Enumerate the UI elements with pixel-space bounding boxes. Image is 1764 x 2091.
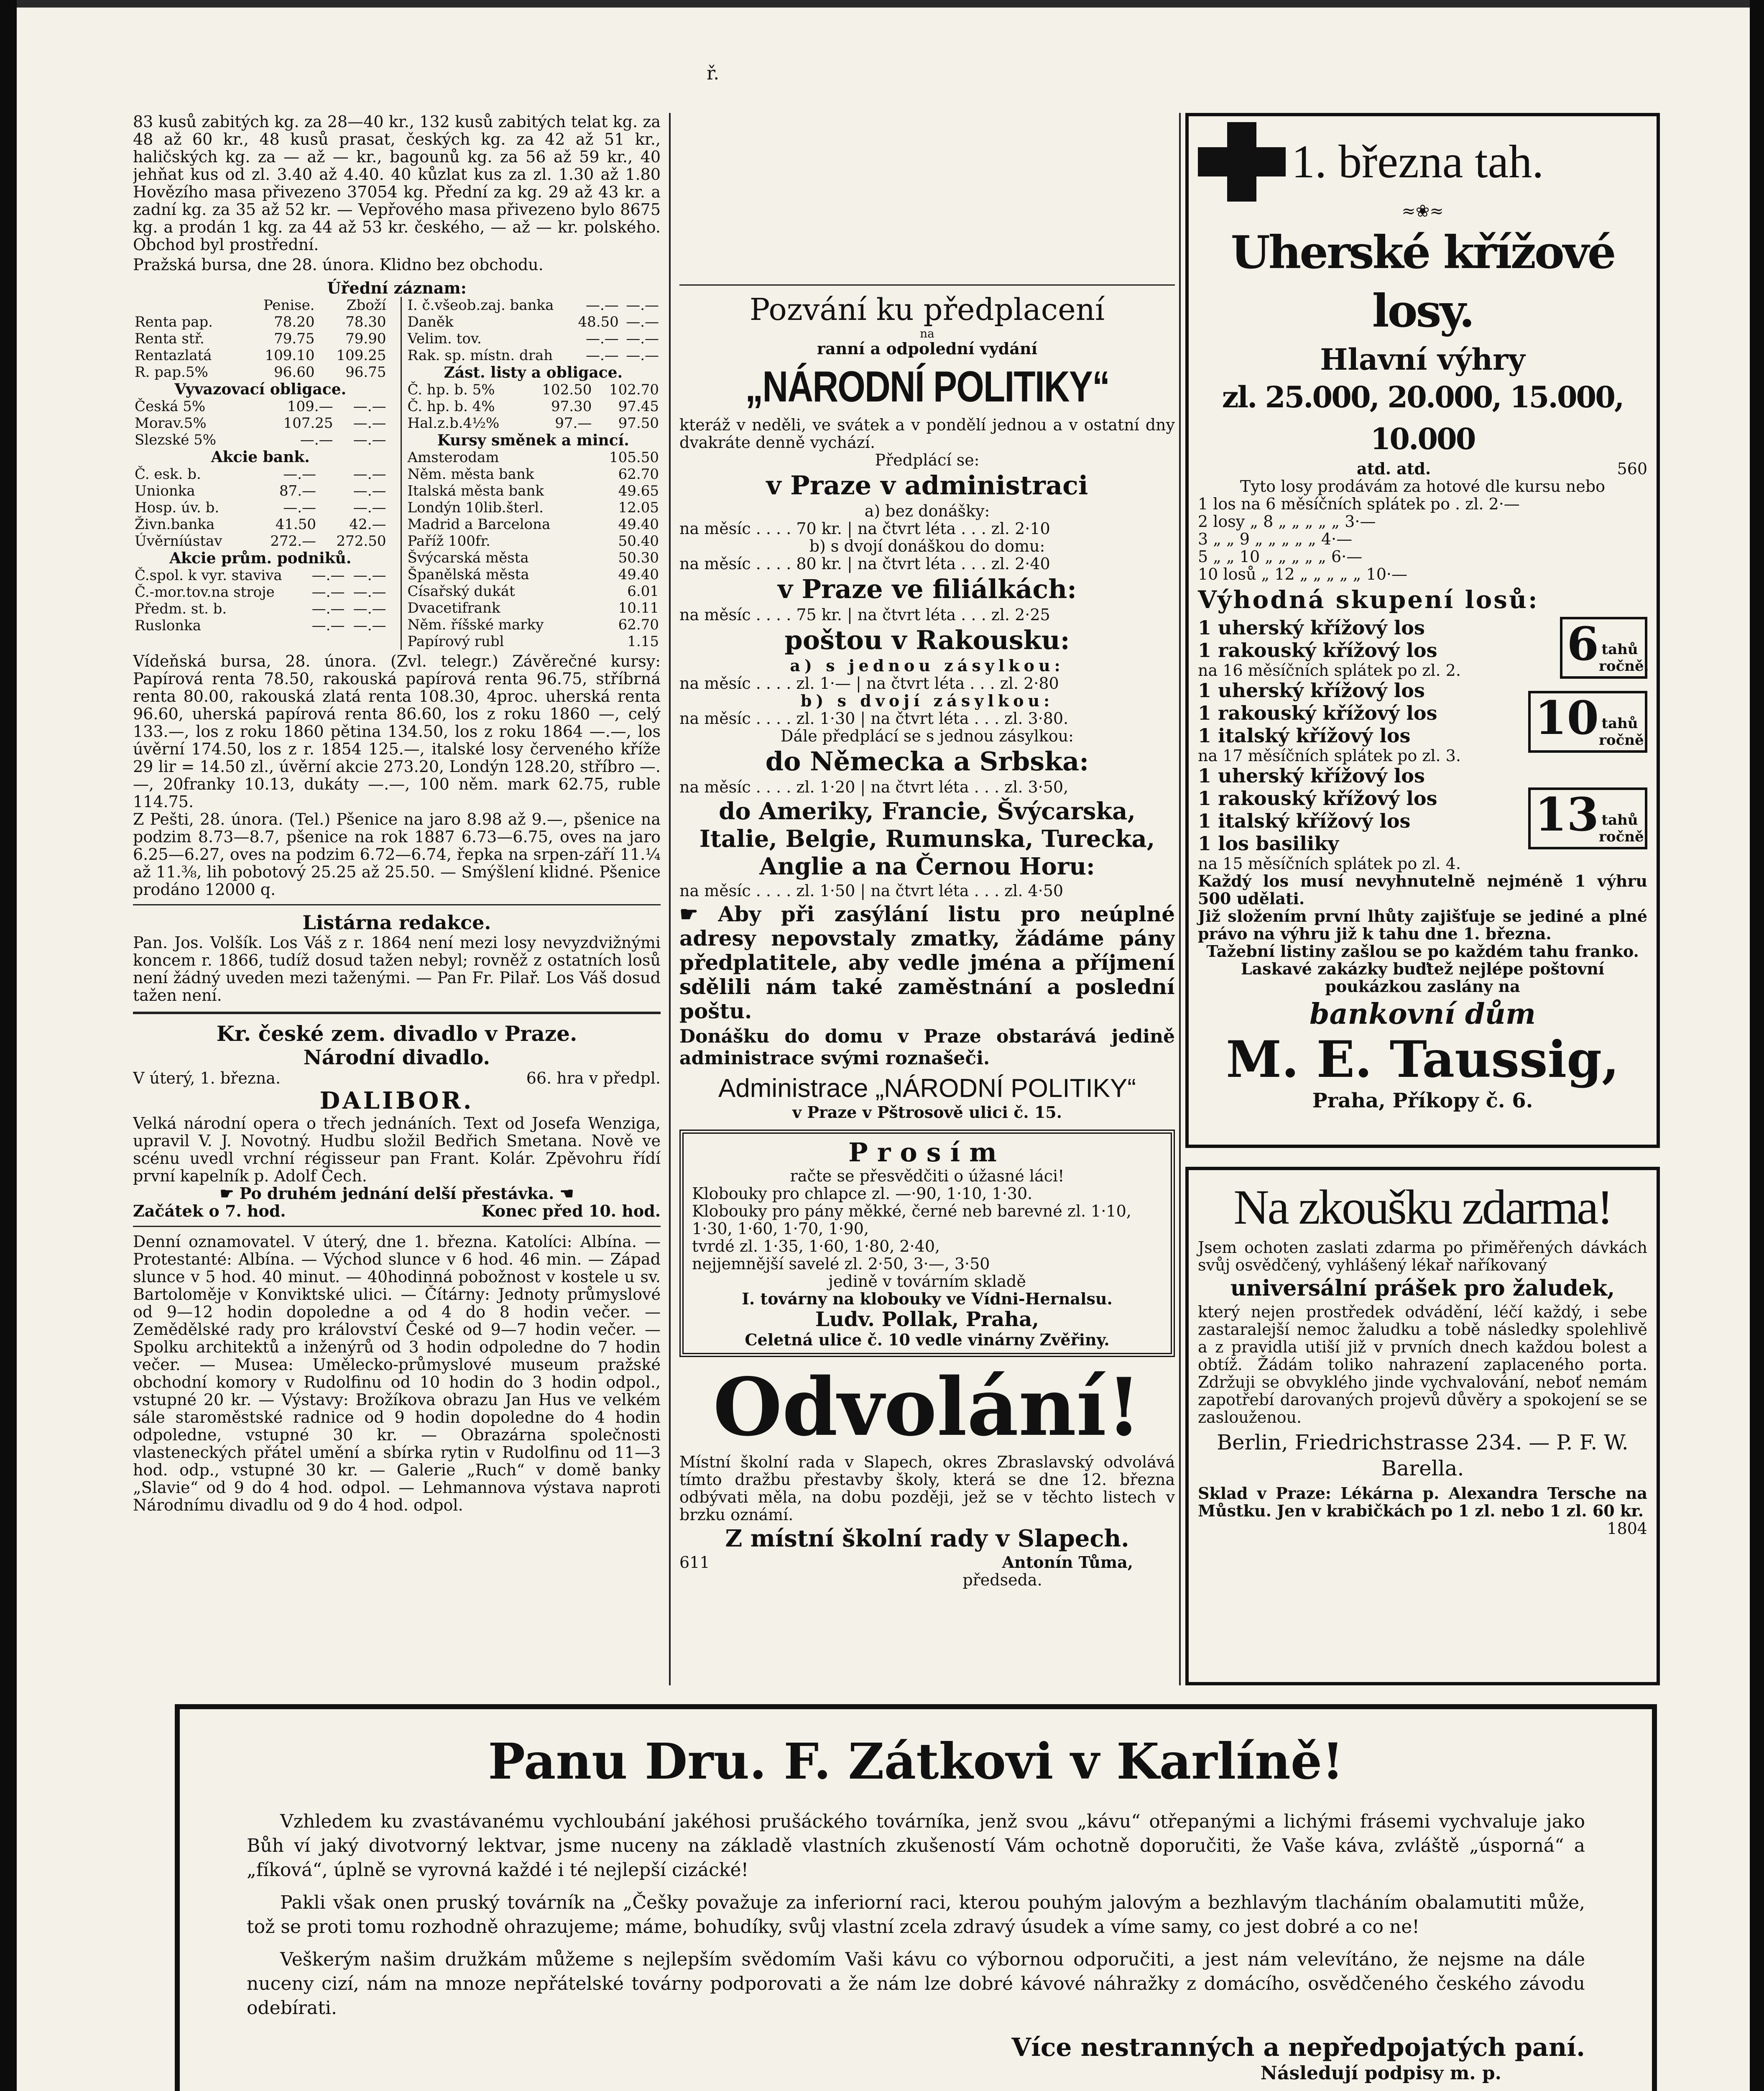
delivery-note: Donášku do domu v Praze obstarává jedině administrace svými roznašeči. (679, 1026, 1175, 1069)
subscription-subtitle: ranní a odpolední vydání (817, 339, 1038, 358)
group-item: 1 uherský křížový los 1 rakouský křížový los na 16 měsíčních splátek po zl. 2. 6 tahů ročně. (1198, 616, 1649, 680)
price-head: do Německa a Srbska: (765, 746, 1089, 777)
table-row: Č. hp. b. 4% 97.30 97.45 (407, 398, 659, 415)
trial-product: universální prášek pro žaludek, (1230, 1276, 1615, 1301)
draws-badge: 10 tahů ročně (1528, 691, 1647, 753)
subscription-na: na (920, 327, 934, 340)
paper-name: „NÁRODNÍ POLITIKY“ (745, 363, 1109, 411)
table-row: Španělská města 49.40 (407, 566, 659, 583)
hats-line: nejjemnější savelé zl. 2·50, 3·—, 3·50 (692, 1255, 990, 1273)
lots-first: Již složením první lhůty zajišťuje se jediné a plné právo na výhru již k tahu dne 1. března. (1198, 907, 1647, 943)
trial-intro: Jsem ochoten zaslati zdarma po přiměřených dávkách svůj osvědčený, vyhlášený lékař naříkovaný (1198, 1238, 1647, 1274)
quotes-table-mortgage (406, 381, 661, 432)
theatre-pause: ☛ Po druhém jednání delší přestávka. ☚ (220, 1184, 574, 1203)
hand-pointer-icon: ☛ (679, 902, 718, 926)
divider (133, 904, 661, 905)
opera-title: DALIBOR. (319, 1087, 474, 1115)
lots-rate: 5 „ „ 10 „ „ „ „ „ 6·— (1198, 547, 1363, 566)
table-row: Renta pap. 78.20 78.30 (135, 314, 386, 330)
table-row: Hosp. úv. b. —.— —.— (135, 499, 386, 516)
table-row: Morav.5% 107.25 —.— (135, 415, 386, 432)
revocation-name: Antonín Tůma, (1002, 1553, 1133, 1572)
column-2 (679, 284, 1175, 1685)
page-mark: ř. (707, 63, 720, 84)
quotes-table-companies (406, 297, 661, 364)
divider (133, 1226, 661, 1227)
table-row: Něm. říšské marky 62.70 (407, 616, 659, 633)
notice-title: Panu Dru. F. Zátkovi v Karlíně! (488, 1732, 1344, 1790)
lots-ad (1185, 113, 1660, 1148)
table-row: Amsterodam 105.50 (407, 449, 659, 466)
trial-store: Sklad v Praze: Lékárna p. Alexandra Tersche na Můstku. Jen v krabičkách po 1 zl. nebo 1 zl. 60 kr. (1198, 1484, 1647, 1520)
table-row: Č. hp. b. 5% 102.50 102.70 (407, 381, 659, 398)
table-row: Renta stř. 79.75 79.90 (135, 330, 386, 347)
hand-pointer-icon: ☛ (220, 1184, 240, 1203)
notice-paragraph: Pakli však onen pruský továrník na „Češky považuje za inferiorní raci, kterou pouhým jalovým a bezhlavým tlacháním obalamutiti může, tož se proti tomu rozhodně ohrazujeme; máme, bohudíky, svůj vlastní zcela zdravý úsudek a víme samy, co jest dobré a co ne! (247, 1892, 1585, 1938)
editorial-text: Pan. Jos. Volšík. Los Váš z r. 1864 není mezi losy nevyzdvižnými koncem r. 1866, tudíž dosud tažen nebyl; rovněž z ostatních losů není žádný uveden mezi taženými. — Pan Fr. Pilař. Los Váš dosud tažen není. (133, 933, 661, 1005)
trial-text: který nejen prostředek odvádění, léčí každý, i sebe zastaralejší nemoc žaludku a tobě následky spolehlivě a z pravidla utiší již v prvních dnech každou bolest a obtíž. Žádám toliko nahrazení zaplaceného porta. Zdržuji se obvyklého jinde vychvalování, neboť nemám zapotřebí darovaných projevů důvěry a spokojení se se zaslouženou. (1198, 1303, 1647, 1426)
table-row: Papírový rubl 1.15 (407, 633, 659, 650)
hats-firm: Ludv. Pollak, Praha, (815, 1308, 1039, 1331)
group-item: 1 uherský křížový los 1 rakouský křížový los 1 italský křížový los na 17 měsíčních splátek po zl. 3. 10 tahů ročně (1198, 679, 1647, 764)
section-heading: Akcie bank. (211, 448, 310, 466)
table-row: Paříž 100fr. 50.40 (407, 533, 659, 550)
theatre-subscription: 66. hra v předpl. (526, 1069, 661, 1087)
price-row: na měsíc . . . . 70 kr. | na čtvrt léta . . . zl. 2·10 (679, 519, 1050, 538)
daily-announcer: Denní oznamovatel. V úterý, dne 1. března. Katolíci: Albína. — Protestanté: Albína. — Východ slunce v 6 hod. 46 min. — Západ slunce v 5 hod. 40 minut. — 40hodinná pobožnost v kostele u sv. Bartoloměje v Konviktské ulici. — Čítárny: Jednoty průmyslové od 9—12 hodin dopoledne a od 4 do 8 hodin večer. — Zemědělské rady pro království České od 9—7 hodin večer. — Spolku architektů a inženýrů od 3 hodin odpoledne do 7 hodin večer. — Musea: Umělecko-průmyslové museum pražské obchodní komory v Rudolfinu od 10 hodin do 3 hodin odpol., vstupné 20 kr. — Výstavy: Brožíkova obrazu Jan Hus ve velkém sále staroměstské radnice od 9 hodin dopoledne do 4 hodin odpoledne, vstupné 30 kr. — Obrazárna společnosti vlasteneckých přátel umění a sbírka rytin v Rudolfinu od 11—3 hod. odp., vstupné 30 kr. — Galerie „Ruch“ v domě banky „Slavie“ od 9 do 4 hod. odpol. — Lehmannova výstava naproti Národnímu divadlu od 9 do 4 hod. odpol. (133, 1232, 661, 1514)
quotes-tables (133, 297, 661, 650)
theatre-times (133, 1202, 661, 1220)
divider (679, 284, 1175, 286)
price-head: poštou v Rakousku: (784, 625, 1070, 655)
price-row: na měsíc . . . . 80 kr. | na čtvrt léta . . . zl. 2·40 (679, 555, 1050, 573)
quotes-table-banks (133, 466, 388, 550)
column-2-top (679, 113, 1175, 280)
official-title: Úřední záznam: (327, 279, 467, 297)
prizes: zl. 25.000, 20.000, 15.000, 10.000 (1222, 380, 1624, 456)
bourse-note: Pražská bursa, dne 28. února. Klidno bez obchodu. (133, 256, 544, 274)
scan-border-right (1750, 0, 1764, 2091)
hats-line: Klobouky pro pány měkké, černé neb barevné zl. 1·10, 1·30, 1·60, 1·70, 1·90, (692, 1202, 1131, 1238)
trial-num: 1804 (1607, 1519, 1647, 1538)
table-row: Č. esk. b. —.— —.— (135, 466, 386, 483)
lots-num: 560 (1617, 460, 1647, 478)
lots-date-row (1198, 122, 1647, 202)
table-row: Daněk 48.50 —.— (407, 314, 659, 330)
opera-description: Velká národní opera o třech jednáních. Text od Josefa Wenziga, upravil V. J. Novotný. Hudbu složil Bedřich Smetana. Nově ve scénu uvedl vrchní régisseur pan Frant. Kolár. Zpěvohru řídí první kapelník p. Adolf Čech. (133, 1114, 661, 1185)
trial-address: Berlin, Friedrichstrasse 234. — P. F. W. Barella. (1217, 1430, 1629, 1480)
scan-border-left (0, 0, 17, 2091)
price-row: na měsíc . . . . zl. 1·30 | na čtvrt léta . . . zl. 3·80. (679, 709, 1069, 728)
lots-rule: Každý los musí nevyhnutelně nejméně 1 výhru 500 udělati. (1198, 872, 1647, 908)
price-label: a) s jednou zásylkou: (790, 656, 1065, 675)
subscription-notice: ☛ Aby při zasýlání listu pro neúplné adresy nepovstaly zmatky, žádáme pány předplatitele, aby vedle jména a příjmení sdělili nám také zaměstnání a poslední poštu. (679, 902, 1175, 1023)
lots-offer: Tyto losy prodávám za hotové dle kursu nebo (1240, 477, 1605, 496)
section-heading: Zást. listy a obligace. (444, 364, 623, 381)
quotes-table-exchange (406, 449, 661, 650)
subscription-title: Pozvání ku předplacení (749, 292, 1105, 327)
hats-line: Klobouky pro chlapce zl. —·90, 1·10, 1·30. (692, 1184, 1033, 1203)
notice-paragraph: Vzhledem ku zvastávanému vychloubání jakéhosi prušáckého továrníka, jenž svou „kávu“ otřepanými a lichými frásemi vychvaluje jako Bůh ví jaký divotvorný lektvar, jsme nuceny na základě vlastních zkušeností Vám ochotně doporučiti, že Vaše káva, zvláště „úsporná“ a „fíková“, úplně se vyrovná každé i té nejlepší cizácké! (247, 1811, 1585, 1881)
table-row: Slezské 5% —.— —.— (135, 432, 386, 448)
column-1 (133, 113, 661, 1685)
column-rule (1179, 113, 1181, 1685)
pest-bourse: Z Pešti, 28. února. (Tel.) Pšenice na jaro 8.98 až 9.—, pšenice na podzim 8.73—8.7, pšenice na rok 1887 6.73—6.75, oves na jaro 6.25—6.27, oves na podzim 6.72—6.74, řepka na srpen-září 11.¼ až 11.⅜, lih pobotový 25.25 až 25.50. — Smýšlení klidné. Pšenice prodáno 12000 q. (133, 810, 661, 899)
table-row: Živn.banka 41.50 42.— (135, 516, 386, 533)
ornament-icon: ≈❀≈ (1401, 202, 1444, 221)
quotes-table-industry (133, 567, 388, 634)
draws-badge: 13 tahů ročně (1528, 787, 1647, 850)
price-row: na měsíc . . . . zl. 1·50 | na čtvrt léta . . . zl. 4·50 (679, 882, 1064, 900)
market-report: 83 kusů zabitých kg. za 28—40 kr., 132 kusů zabitých telat kg. za 48 až 60 kr., 48 kusů prasat, českých kg. za 42 až 51 kr., haličských kg. za — až — kr., bagounů kg. za 56 až 59 kr., 40 jehňat kus od zl. 3.40 až 4.40. 40 kůzlat kus za zl. 1.30 až 1.80 Hovězího masa přivezeno 37054 kg. Přední za kg. 29 až 43 kr. a zadní kg. za 35 až 52 kr. — Vepřového masa přivezeno bylo 8675 kg. a prodán 1 kg. za 44 až 53 kr. českého, — až — kr. polského. Obchod byl prostřední. (133, 113, 661, 254)
group-item: 1 uherský křížový los 1 rakouský křížový los 1 italský křížový los 1 los basiliky na 15 měsíčních splátek po zl. 4. 13 tahů ročně (1198, 764, 1647, 872)
quotes-table-obligations (133, 398, 388, 448)
section-heading: Akcie prům. podniků. (169, 550, 352, 567)
table-row: Rentazlatá 109.10 109.25 (135, 347, 386, 364)
table-row: Velim. tov. —.— —.— (407, 330, 659, 347)
section-heading: Vyvazovací obligace. (174, 381, 347, 398)
column-rule (669, 113, 671, 1685)
coffee-notice (175, 1704, 1657, 2091)
hats-street: Celetná ulice č. 10 vedle vinárny Zvěřiny. (745, 1330, 1110, 1349)
start-time: Začátek o 7. hod. (133, 1201, 286, 1220)
notice-signature: Více nestranných a nepředpojatých paní. (1011, 2033, 1585, 2062)
admin-name: Administrace „NÁRODNÍ POLITIKY“ (718, 1074, 1136, 1103)
price-row: na měsíc . . . . 75 kr. | na čtvrt léta . . . zl. 2·25 (679, 606, 1050, 624)
cross-icon (1198, 122, 1286, 202)
lots-date: 1. března tah. (1292, 136, 1544, 188)
revocation-title: Odvolání! (713, 1360, 1141, 1454)
price-row: na měsíc . . . . zl. 1·— | na čtvrt léta . . . zl. 2·80 (679, 674, 1059, 693)
draws-badge: 6 tahů ročně. (1560, 617, 1647, 679)
lots-lists: Tažební listiny zašlou se po každém tahu franko. (1206, 942, 1639, 961)
price-label: a) bez donášky: (864, 502, 990, 520)
bank-label: bankovní dům (1310, 997, 1536, 1031)
subscription-intro: kteráž v neděli, ve svátek a v pondělí jednou a v ostatní dny dvakráte denně vychází. (679, 416, 1175, 452)
bank-address: Praha, Příkopy č. 6. (1312, 1089, 1533, 1112)
quotes-table-renta (133, 297, 388, 381)
trial-ad (1185, 1167, 1660, 1685)
lots-rate: 10 losů „ 12 „ „ „ „ „ 10·— (1198, 565, 1407, 583)
lots-rate: 1 los na 6 měsíčních splátek po . zl. 2·— (1198, 495, 1520, 513)
price-head: v Praze ve filiálkách: (777, 574, 1077, 604)
ad-number: 611 (679, 1553, 710, 1572)
scan-border-top (0, 0, 1764, 8)
table-row: Ruslonka —.— —.— (135, 617, 386, 634)
table-row: Madrid a Barcelona 49.40 (407, 516, 659, 533)
table-row: Č.-mor.tov.na stroje —.— —.— (135, 584, 386, 601)
notice-follow: Následují podpisy m. p. (1260, 2063, 1501, 2084)
trial-headline: Na zkoušku zdarma! (1233, 1180, 1612, 1235)
table-row: R. pap.5% 96.60 96.75 (135, 364, 386, 381)
quotes-right (401, 297, 661, 650)
table-row: Císařský dukát 6.01 (407, 583, 659, 600)
table-row: Hal.z.b.4½% 97.— 97.50 (407, 415, 659, 432)
price-head: do Ameriky, Francie, Švýcarska, Italie, Belgie, Rumunska, Turecka, Anglie a na Černou Horu: (699, 798, 1155, 880)
theatre-subhead: Národní divadlo. (303, 1046, 490, 1069)
theatre-date: V úterý, 1. března. (133, 1069, 281, 1087)
hats-title: Prosím (848, 1137, 1006, 1168)
lots-etc-row (1198, 460, 1647, 478)
lots-orders: Laskavé zakázky buďtež nejlépe poštovní poukázkou zaslány na (1241, 959, 1605, 996)
table-row: Něm. města bank 62.70 (407, 466, 659, 483)
admin-address: v Praze v Pštrosově ulici č. 15. (792, 1103, 1062, 1122)
table-row: Dvacetifrank 10.11 (407, 600, 659, 616)
prices-intro: Předplácí se: (875, 451, 980, 469)
revocation-role: předseda. (962, 1571, 1042, 1589)
end-time: Konec před 10. hod. (481, 1201, 661, 1220)
table-row: Předm. st. b. —.— —.— (135, 601, 386, 617)
table-row: Londýn 10lib.šterl. 12.05 (407, 499, 659, 516)
quotes-left (133, 297, 388, 650)
table-row: Česká 5% 109.— —.— (135, 398, 386, 415)
theatre-date-row (133, 1069, 661, 1087)
price-label: b) s dvojí zásylkou: (800, 691, 1054, 710)
hats-line: tvrdé zl. 1·35, 1·60, 1·80, 2·40, (692, 1237, 940, 1255)
editorial-title: Listárna redakce. (302, 911, 491, 934)
table-row: Č.spol. k vyr. staviva —.— —.— (135, 567, 386, 584)
hats-sub: račte se přesvědčiti o úžasné láci! (790, 1167, 1065, 1185)
prizes-head: Hlavní výhry (1320, 342, 1525, 377)
hats-ad (679, 1130, 1175, 1357)
table-row: Unionka 87.— —.— (135, 483, 386, 499)
notice-paragraph: Veškerým našim družkám můžeme s nejlepším svědomím Vaši kávu co výbornou odporučiti, a jest nám velevítáno, že nejsme na dále nuceny cizí, nám na mnoze nepřátelské továrny podporovati a že nám lze dobré kávové náhražky z domácího, osvědčeného českého závodu odebírati. (247, 1949, 1585, 2019)
table-row: I. č.všeob.zaj. banka —.— —.— (407, 297, 659, 314)
revocation-text: Místní školní rada v Slapech, okres Zbraslavský odvolává tímto dražbu přestavby školy, která se dne 12. března odbývati měla, na dobu později, jež se v těchto listech v brzku oznámí. (679, 1453, 1175, 1524)
lots-rate: 2 losy „ 8 „ „ „ „ „ 3·— (1198, 512, 1376, 531)
once-note: Dále předplácí se s jednou zásylkou: (781, 727, 1074, 745)
lots-etc: atd. atd. (1357, 459, 1431, 478)
table-row: Švýcarská města 50.30 (407, 550, 659, 566)
vienna-bourse: Vídeňská bursa, 28. února. (Zvl. telegr.) Závěrečné kursy: Papírová renta 78.50, rakouská papírová renta 96.75, stříbrná renta 80.00, rakouská zlatá renta 108.30, 4proc. uherská renta 96.60, uherská papírová renta 86.60, los z roku 1860 —, celý 133.—, los z roku 1860 pětina 134.50, los z roku 1864 —.—, los úvěrní 174.50, los z r. 1854 125.—, italské losy červeného kříže 29 lir = 14.50 zl., úvěrní akcie 273.20, Londýn 128.20, stříbro —.—, 20franky 10.13, dukáty —.—, 100 něm. mark 62.75, ruble 114.75. (133, 652, 661, 811)
quotes-head: Penise. Zboží (263, 297, 386, 314)
hand-pointer-icon: ☚ (554, 1184, 574, 1203)
price-label: b) s dvojí donáškou do domu: (809, 537, 1045, 555)
hats-factory: I. továrny na klobouky ve Vídni-Hernalsu. (742, 1289, 1113, 1308)
theatre-head: Kr. české zem. divadlo v Praze. (216, 1021, 577, 1046)
hats-only: jedině v továrním skladě (828, 1272, 1026, 1291)
lots-headline: Uherské křížové losy. (1230, 226, 1615, 337)
table-row: Úvěrníústav 272.— 272.50 (135, 533, 386, 550)
lots-rate: 3 „ „ 9 „ „ „ „ „ 4·— (1198, 530, 1353, 548)
table-row: Italská města bank 49.65 (407, 483, 659, 499)
table-row: Rak. sp. místn. drah —.— —.— (407, 347, 659, 364)
revocation-name-row (679, 1554, 1175, 1571)
price-row: na měsíc . . . . zl. 1·20 | na čtvrt léta . . . zl. 3·50, (679, 778, 1069, 796)
price-head: v Praze v administraci (766, 470, 1088, 501)
bank-firm: M. E. Taussig, (1226, 1030, 1619, 1089)
revocation-sign: Z místní školní rady v Slapech. (725, 1525, 1129, 1552)
divider (133, 1012, 661, 1014)
section-heading: Kursy směnek a mincí. (437, 432, 629, 449)
groups-head: Výhodná skupení losů: (1198, 585, 1539, 614)
